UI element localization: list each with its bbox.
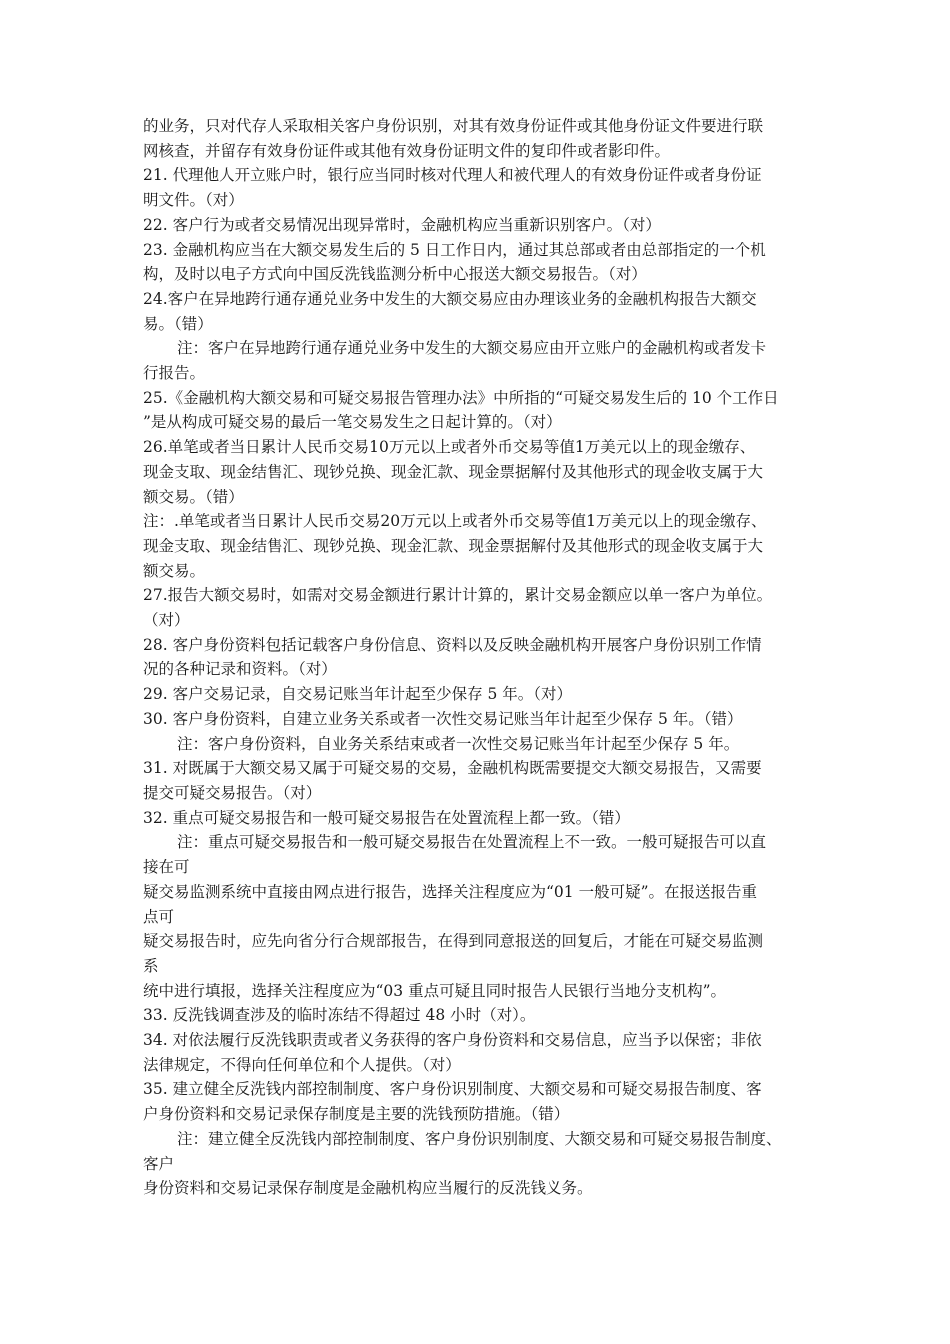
text-line: 网核查，并留存有效身份证件或其他有效身份证明文件的复印件或者影印件。	[143, 141, 671, 160]
text-line: 26.单笔或者当日累计人民币交易10万元以上或者外币交易等值1万美元以上的现金缴存、	[143, 438, 756, 457]
text-line: 明文件。（对）	[143, 191, 244, 210]
text-line: 提交可疑交易报告。（对）	[143, 783, 322, 802]
text-line: 疑交易监测系统中直接由网点进行报告，选择关注程度应为“01 一般可疑”。在报送报告重	[143, 882, 758, 901]
text-line: 注：客户身份资料，自业务关系结束或者一次性交易记账当年计起至少保存 5 年。	[177, 734, 740, 753]
text-line: 身份资料和交易记录保存制度是金融机构应当履行的反洗钱义务。	[143, 1179, 593, 1198]
text-line: 31. 对既属于大额交易又属于可疑交易的交易，金融机构既需要提交大额交易报告，又需要	[143, 759, 762, 778]
text-line: 35. 建立健全反洗钱内部控制制度、客户身份识别制度、大额交易和可疑交易报告制度、客	[143, 1080, 762, 1099]
text-line: 注：.单笔或者当日累计人民币交易20万元以上或者外币交易等值1万美元以上的现金缴存、	[143, 512, 767, 531]
text-line: 额交易。（错）	[143, 487, 244, 506]
text-line: 注：建立健全反洗钱内部控制制度、客户身份识别制度、大额交易和可疑交易报告制度、	[177, 1129, 782, 1148]
text-line: 况的各种记录和资料。（对）	[143, 660, 337, 679]
text-line: 27.报告大额交易时，如需对交易金额进行累计计算的，累计交易金额应以单一客户为单位。	[143, 586, 773, 605]
text-line: （对）	[143, 611, 190, 630]
text-line: ”是从构成可疑交易的最后一笔交易发生之日起计算的。（对）	[143, 413, 562, 432]
text-line: 24.客户在异地跨行通存通兑业务中发生的大额交易应由办理该业务的金融机构报告大额交	[143, 289, 757, 308]
text-line: 行报告。	[143, 364, 206, 383]
text-line: 注：客户在异地跨行通存通兑业务中发生的大额交易应由开立账户的金融机构或者发卡	[177, 339, 767, 358]
text-line: 统中进行填报，选择关注程度应为“03 重点可疑且同时报告人民银行当地分支机构”。	[143, 981, 727, 1000]
text-line: 25.《金融机构大额交易和可疑交易报告管理办法》中所指的“可疑交易发生后的 10 个工作日	[143, 388, 779, 407]
text-line: 33. 反洗钱调查涉及的临时冻结不得超过 48 小时（对）。	[143, 1006, 536, 1025]
text-line: 23. 金融机构应当在大额交易发生后的 5 日工作日内，通过其总部或者由总部指定的一个机	[143, 240, 766, 259]
text-line: 34. 对依法履行反洗钱职责或者义务获得的客户身份资料和交易信息，应当予以保密；非依	[143, 1031, 762, 1050]
text-line: 的业务，只对代存人采取相关客户身份识别，对其有效身份证件或其他身份证文件要进行联	[143, 117, 764, 135]
text-line: 接在可	[143, 858, 190, 877]
text-line: 28. 客户身份资料包括记载客户身份信息、资料以及反映金融机构开展客户身份识别工作情	[143, 635, 762, 654]
text-line: 21. 代理他人开立账户时，银行应当同时核对代理人和被代理人的有效身份证件或者身份证	[143, 166, 762, 185]
text-line: 系	[143, 956, 159, 975]
text-line: 注：重点可疑交易报告和一般可疑交易报告在处置流程上不一致。一般可疑报告可以直	[177, 833, 767, 852]
text-line: 额交易。	[143, 561, 206, 580]
text-line: 易。（错）	[143, 314, 213, 333]
text-line: 法律规定，不得向任何单位和个人提供。（对）	[143, 1055, 461, 1074]
text-line: 32. 重点可疑交易报告和一般可疑交易报告在处置流程上都一致。（错）	[143, 808, 630, 827]
text-line: 点可	[143, 907, 175, 926]
text-line: 30. 客户身份资料，自建立业务关系或者一次性交易记账当年计起至少保存 5 年。（错）	[143, 709, 743, 728]
document-page	[143, 114, 811, 1201]
text-line: 现金支取、现金结售汇、现钞兑换、现金汇款、现金票据解付及其他形式的现金收支属于大	[143, 536, 764, 555]
text-line: 现金支取、现金结售汇、现钞兑换、现金汇款、现金票据解付及其他形式的现金收支属于大	[143, 462, 764, 481]
text-line: 疑交易报告时，应先向省分行合规部报告，在得到同意报送的回复后，才能在可疑交易监测	[143, 932, 764, 951]
text-line: 户身份资料和交易记录保存制度是主要的洗钱预防措施。（错）	[143, 1105, 570, 1124]
text-line: 29. 客户交易记录，自交易记账当年计起至少保存 5 年。（对）	[143, 685, 573, 704]
text-line: 22. 客户行为或者交易情况出现异常时，金融机构应当重新识别客户。（对）	[143, 215, 661, 234]
text-line: 客户	[143, 1154, 175, 1173]
text-line: 构，及时以电子方式向中国反洗钱监测分析中心报送大额交易报告。（对）	[143, 265, 647, 284]
